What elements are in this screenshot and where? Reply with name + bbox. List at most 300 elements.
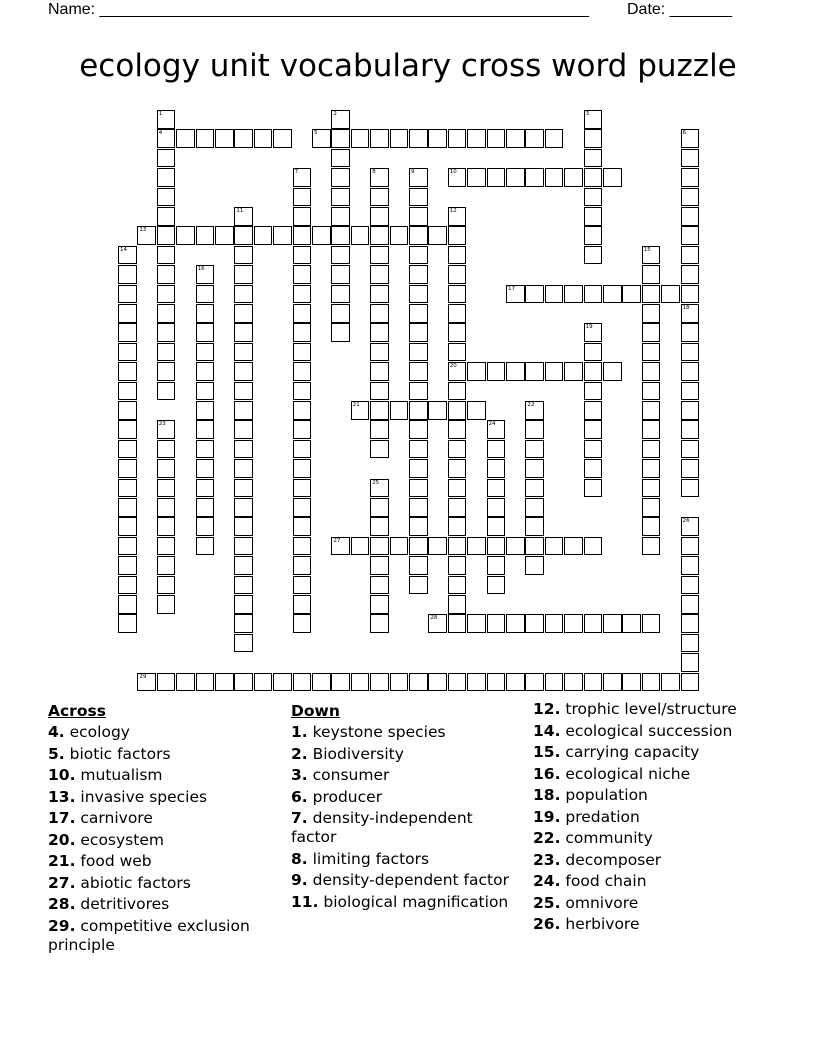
- grid-cell[interactable]: [448, 556, 467, 575]
- grid-cell[interactable]: [370, 576, 389, 595]
- grid-cell[interactable]: [157, 285, 176, 304]
- grid-cell[interactable]: [448, 382, 467, 401]
- grid-cell[interactable]: [545, 537, 564, 556]
- grid-cell[interactable]: [487, 517, 506, 536]
- grid-cell[interactable]: [681, 129, 700, 148]
- grid-cell[interactable]: [467, 129, 486, 148]
- grid-cell[interactable]: [681, 556, 700, 575]
- grid-cell[interactable]: [234, 440, 253, 459]
- grid-cell[interactable]: [584, 246, 603, 265]
- grid-cell[interactable]: [681, 634, 700, 653]
- grid-cell[interactable]: [428, 129, 447, 148]
- grid-cell[interactable]: [642, 343, 661, 362]
- grid-cell[interactable]: [157, 188, 176, 207]
- grid-cell[interactable]: [196, 265, 215, 284]
- grid-cell[interactable]: [273, 226, 292, 245]
- grid-cell[interactable]: [118, 401, 137, 420]
- grid-cell[interactable]: [525, 420, 544, 439]
- grid-cell[interactable]: [409, 673, 428, 692]
- grid-cell[interactable]: [370, 362, 389, 381]
- grid-cell[interactable]: [196, 673, 215, 692]
- grid-cell[interactable]: [331, 285, 350, 304]
- grid-cell[interactable]: [390, 226, 409, 245]
- grid-cell[interactable]: [487, 440, 506, 459]
- grid-cell[interactable]: [545, 168, 564, 187]
- grid-cell[interactable]: [196, 343, 215, 362]
- grid-cell[interactable]: [176, 129, 195, 148]
- grid-cell[interactable]: [215, 673, 234, 692]
- grid-cell[interactable]: [351, 673, 370, 692]
- grid-cell[interactable]: [467, 362, 486, 381]
- grid-cell[interactable]: [331, 246, 350, 265]
- grid-cell[interactable]: [448, 614, 467, 633]
- grid-cell[interactable]: [293, 226, 312, 245]
- grid-cell[interactable]: [390, 537, 409, 556]
- grid-cell[interactable]: [448, 401, 467, 420]
- grid-cell[interactable]: [370, 265, 389, 284]
- grid-cell[interactable]: [234, 304, 253, 323]
- grid-cell[interactable]: [254, 226, 273, 245]
- grid-cell[interactable]: [118, 576, 137, 595]
- grid-cell[interactable]: [584, 537, 603, 556]
- grid-cell[interactable]: [584, 673, 603, 692]
- grid-cell[interactable]: [254, 129, 273, 148]
- grid-cell[interactable]: [370, 479, 389, 498]
- grid-cell[interactable]: [681, 673, 700, 692]
- grid-cell[interactable]: [409, 459, 428, 478]
- grid-cell[interactable]: [157, 479, 176, 498]
- grid-cell[interactable]: [487, 129, 506, 148]
- grid-cell[interactable]: [642, 382, 661, 401]
- grid-cell[interactable]: [487, 556, 506, 575]
- grid-cell[interactable]: [448, 226, 467, 245]
- grid-cell[interactable]: [157, 265, 176, 284]
- grid-cell[interactable]: [234, 537, 253, 556]
- grid-cell[interactable]: [409, 517, 428, 536]
- grid-cell[interactable]: [428, 614, 447, 633]
- grid-cell[interactable]: [525, 440, 544, 459]
- grid-cell[interactable]: [409, 362, 428, 381]
- grid-cell[interactable]: [293, 382, 312, 401]
- grid-cell[interactable]: [157, 304, 176, 323]
- grid-cell[interactable]: [409, 265, 428, 284]
- grid-cell[interactable]: [157, 110, 176, 129]
- grid-cell[interactable]: [234, 265, 253, 284]
- grid-cell[interactable]: [370, 304, 389, 323]
- grid-cell[interactable]: [467, 537, 486, 556]
- grid-cell[interactable]: [487, 168, 506, 187]
- grid-cell[interactable]: [312, 129, 331, 148]
- grid-cell[interactable]: [331, 673, 350, 692]
- grid-cell[interactable]: [370, 129, 389, 148]
- grid-cell[interactable]: [293, 246, 312, 265]
- grid-cell[interactable]: [448, 595, 467, 614]
- grid-cell[interactable]: [467, 168, 486, 187]
- grid-cell[interactable]: [370, 673, 389, 692]
- grid-cell[interactable]: [448, 168, 467, 187]
- grid-cell[interactable]: [370, 537, 389, 556]
- grid-cell[interactable]: [157, 556, 176, 575]
- grid-cell[interactable]: [331, 110, 350, 129]
- grid-cell[interactable]: [293, 537, 312, 556]
- grid-cell[interactable]: [603, 673, 622, 692]
- grid-cell[interactable]: [331, 188, 350, 207]
- grid-cell[interactable]: [584, 285, 603, 304]
- grid-cell[interactable]: [157, 595, 176, 614]
- grid-cell[interactable]: [448, 207, 467, 226]
- grid-cell[interactable]: [487, 498, 506, 517]
- grid-cell[interactable]: [157, 440, 176, 459]
- grid-cell[interactable]: [681, 576, 700, 595]
- grid-cell[interactable]: [584, 362, 603, 381]
- grid-cell[interactable]: [525, 129, 544, 148]
- grid-cell[interactable]: [370, 285, 389, 304]
- grid-cell[interactable]: [273, 673, 292, 692]
- grid-cell[interactable]: [254, 673, 273, 692]
- grid-cell[interactable]: [331, 323, 350, 342]
- grid-cell[interactable]: [118, 420, 137, 439]
- grid-cell[interactable]: [564, 285, 583, 304]
- grid-cell[interactable]: [661, 673, 680, 692]
- grid-cell[interactable]: [681, 440, 700, 459]
- grid-cell[interactable]: [448, 246, 467, 265]
- grid-cell[interactable]: [681, 265, 700, 284]
- grid-cell[interactable]: [448, 362, 467, 381]
- grid-cell[interactable]: [390, 401, 409, 420]
- grid-cell[interactable]: [118, 517, 137, 536]
- grid-cell[interactable]: [196, 517, 215, 536]
- grid-cell[interactable]: [584, 382, 603, 401]
- grid-cell[interactable]: [584, 614, 603, 633]
- grid-cell[interactable]: [370, 246, 389, 265]
- grid-cell[interactable]: [118, 459, 137, 478]
- grid-cell[interactable]: [603, 614, 622, 633]
- grid-cell[interactable]: [234, 226, 253, 245]
- grid-cell[interactable]: [409, 226, 428, 245]
- grid-cell[interactable]: [545, 614, 564, 633]
- grid-cell[interactable]: [196, 285, 215, 304]
- grid-cell[interactable]: [506, 537, 525, 556]
- grid-cell[interactable]: [118, 595, 137, 614]
- grid-cell[interactable]: [293, 459, 312, 478]
- grid-cell[interactable]: [118, 246, 137, 265]
- grid-cell[interactable]: [118, 440, 137, 459]
- grid-cell[interactable]: [157, 517, 176, 536]
- grid-cell[interactable]: [506, 285, 525, 304]
- grid-cell[interactable]: [642, 246, 661, 265]
- grid-cell[interactable]: [157, 382, 176, 401]
- grid-cell[interactable]: [409, 168, 428, 187]
- grid-cell[interactable]: [409, 537, 428, 556]
- grid-cell[interactable]: [293, 323, 312, 342]
- grid-cell[interactable]: [157, 207, 176, 226]
- grid-cell[interactable]: [448, 498, 467, 517]
- grid-cell[interactable]: [506, 168, 525, 187]
- grid-cell[interactable]: [448, 479, 467, 498]
- grid-cell[interactable]: [448, 265, 467, 284]
- grid-cell[interactable]: [234, 459, 253, 478]
- grid-cell[interactable]: [157, 576, 176, 595]
- grid-cell[interactable]: [409, 285, 428, 304]
- grid-cell[interactable]: [293, 440, 312, 459]
- grid-cell[interactable]: [448, 285, 467, 304]
- grid-cell[interactable]: [118, 479, 137, 498]
- grid-cell[interactable]: [681, 168, 700, 187]
- grid-cell[interactable]: [525, 401, 544, 420]
- grid-cell[interactable]: [176, 226, 195, 245]
- grid-cell[interactable]: [234, 285, 253, 304]
- grid-cell[interactable]: [293, 168, 312, 187]
- grid-cell[interactable]: [661, 285, 680, 304]
- grid-cell[interactable]: [448, 304, 467, 323]
- grid-cell[interactable]: [196, 459, 215, 478]
- grid-cell[interactable]: [642, 459, 661, 478]
- grid-cell[interactable]: [293, 498, 312, 517]
- grid-cell[interactable]: [642, 362, 661, 381]
- grid-cell[interactable]: [681, 517, 700, 536]
- grid-cell[interactable]: [545, 362, 564, 381]
- grid-cell[interactable]: [293, 401, 312, 420]
- grid-cell[interactable]: [293, 479, 312, 498]
- grid-cell[interactable]: [118, 537, 137, 556]
- grid-cell[interactable]: [118, 323, 137, 342]
- grid-cell[interactable]: [681, 459, 700, 478]
- grid-cell[interactable]: [409, 576, 428, 595]
- grid-cell[interactable]: [564, 362, 583, 381]
- grid-cell[interactable]: [234, 207, 253, 226]
- grid-cell[interactable]: [331, 265, 350, 284]
- grid-cell[interactable]: [196, 479, 215, 498]
- grid-cell[interactable]: [234, 382, 253, 401]
- grid-cell[interactable]: [642, 401, 661, 420]
- grid-cell[interactable]: [525, 168, 544, 187]
- grid-cell[interactable]: [467, 673, 486, 692]
- grid-cell[interactable]: [312, 226, 331, 245]
- grid-cell[interactable]: [584, 401, 603, 420]
- grid-cell[interactable]: [448, 459, 467, 478]
- grid-cell[interactable]: [642, 265, 661, 284]
- grid-cell[interactable]: [118, 265, 137, 284]
- grid-cell[interactable]: [157, 459, 176, 478]
- grid-cell[interactable]: [273, 129, 292, 148]
- grid-cell[interactable]: [428, 537, 447, 556]
- grid-cell[interactable]: [331, 207, 350, 226]
- grid-cell[interactable]: [157, 343, 176, 362]
- grid-cell[interactable]: [293, 673, 312, 692]
- grid-cell[interactable]: [293, 265, 312, 284]
- grid-cell[interactable]: [409, 479, 428, 498]
- grid-cell[interactable]: [293, 595, 312, 614]
- grid-cell[interactable]: [196, 537, 215, 556]
- grid-cell[interactable]: [681, 285, 700, 304]
- grid-cell[interactable]: [331, 226, 350, 245]
- grid-cell[interactable]: [234, 479, 253, 498]
- grid-cell[interactable]: [681, 382, 700, 401]
- grid-cell[interactable]: [351, 129, 370, 148]
- grid-cell[interactable]: [487, 576, 506, 595]
- grid-cell[interactable]: [215, 129, 234, 148]
- grid-cell[interactable]: [157, 362, 176, 381]
- grid-cell[interactable]: [370, 440, 389, 459]
- grid-cell[interactable]: [506, 129, 525, 148]
- grid-cell[interactable]: [409, 304, 428, 323]
- grid-cell[interactable]: [137, 226, 156, 245]
- grid-cell[interactable]: [118, 382, 137, 401]
- grid-cell[interactable]: [448, 129, 467, 148]
- grid-cell[interactable]: [506, 673, 525, 692]
- grid-cell[interactable]: [681, 537, 700, 556]
- grid-cell[interactable]: [525, 479, 544, 498]
- grid-cell[interactable]: [370, 517, 389, 536]
- grid-cell[interactable]: [409, 498, 428, 517]
- grid-cell[interactable]: [370, 595, 389, 614]
- grid-cell[interactable]: [584, 129, 603, 148]
- grid-cell[interactable]: [118, 304, 137, 323]
- grid-cell[interactable]: [448, 517, 467, 536]
- grid-cell[interactable]: [370, 498, 389, 517]
- grid-cell[interactable]: [584, 207, 603, 226]
- grid-cell[interactable]: [545, 285, 564, 304]
- grid-cell[interactable]: [293, 576, 312, 595]
- grid-cell[interactable]: [681, 246, 700, 265]
- grid-cell[interactable]: [196, 129, 215, 148]
- grid-cell[interactable]: [525, 498, 544, 517]
- grid-cell[interactable]: [215, 226, 234, 245]
- grid-cell[interactable]: [234, 323, 253, 342]
- grid-cell[interactable]: [234, 129, 253, 148]
- grid-cell[interactable]: [622, 614, 641, 633]
- grid-cell[interactable]: [584, 188, 603, 207]
- grid-cell[interactable]: [370, 168, 389, 187]
- grid-cell[interactable]: [525, 285, 544, 304]
- grid-cell[interactable]: [157, 129, 176, 148]
- grid-cell[interactable]: [234, 595, 253, 614]
- grid-cell[interactable]: [642, 673, 661, 692]
- grid-cell[interactable]: [293, 420, 312, 439]
- grid-cell[interactable]: [642, 323, 661, 342]
- grid-cell[interactable]: [157, 673, 176, 692]
- grid-cell[interactable]: [448, 673, 467, 692]
- grid-cell[interactable]: [157, 323, 176, 342]
- grid-cell[interactable]: [234, 614, 253, 633]
- grid-cell[interactable]: [428, 226, 447, 245]
- grid-cell[interactable]: [293, 207, 312, 226]
- grid-cell[interactable]: [196, 323, 215, 342]
- grid-cell[interactable]: [467, 401, 486, 420]
- grid-cell[interactable]: [234, 576, 253, 595]
- grid-cell[interactable]: [293, 304, 312, 323]
- grid-cell[interactable]: [681, 304, 700, 323]
- grid-cell[interactable]: [370, 323, 389, 342]
- grid-cell[interactable]: [118, 285, 137, 304]
- grid-cell[interactable]: [196, 440, 215, 459]
- grid-cell[interactable]: [428, 401, 447, 420]
- grid-cell[interactable]: [506, 362, 525, 381]
- grid-cell[interactable]: [525, 537, 544, 556]
- grid-cell[interactable]: [293, 188, 312, 207]
- grid-cell[interactable]: [331, 149, 350, 168]
- grid-cell[interactable]: [157, 537, 176, 556]
- grid-cell[interactable]: [370, 343, 389, 362]
- grid-cell[interactable]: [351, 537, 370, 556]
- grid-cell[interactable]: [118, 498, 137, 517]
- grid-cell[interactable]: [234, 517, 253, 536]
- grid-cell[interactable]: [642, 440, 661, 459]
- grid-cell[interactable]: [409, 556, 428, 575]
- grid-cell[interactable]: [293, 614, 312, 633]
- grid-cell[interactable]: [584, 479, 603, 498]
- grid-cell[interactable]: [584, 110, 603, 129]
- grid-cell[interactable]: [564, 168, 583, 187]
- grid-cell[interactable]: [642, 517, 661, 536]
- grid-cell[interactable]: [448, 343, 467, 362]
- grid-cell[interactable]: [487, 362, 506, 381]
- grid-cell[interactable]: [564, 673, 583, 692]
- grid-cell[interactable]: [196, 420, 215, 439]
- grid-cell[interactable]: [331, 304, 350, 323]
- grid-cell[interactable]: [584, 168, 603, 187]
- grid-cell[interactable]: [157, 226, 176, 245]
- grid-cell[interactable]: [487, 673, 506, 692]
- grid-cell[interactable]: [564, 537, 583, 556]
- grid-cell[interactable]: [196, 362, 215, 381]
- grid-cell[interactable]: [118, 614, 137, 633]
- grid-cell[interactable]: [681, 420, 700, 439]
- grid-cell[interactable]: [642, 498, 661, 517]
- grid-cell[interactable]: [370, 207, 389, 226]
- grid-cell[interactable]: [196, 382, 215, 401]
- grid-cell[interactable]: [467, 614, 486, 633]
- grid-cell[interactable]: [448, 323, 467, 342]
- grid-cell[interactable]: [157, 168, 176, 187]
- grid-cell[interactable]: [525, 673, 544, 692]
- grid-cell[interactable]: [409, 246, 428, 265]
- grid-cell[interactable]: [234, 362, 253, 381]
- grid-cell[interactable]: [118, 343, 137, 362]
- grid-cell[interactable]: [681, 188, 700, 207]
- grid-cell[interactable]: [584, 420, 603, 439]
- grid-cell[interactable]: [681, 343, 700, 362]
- grid-cell[interactable]: [487, 537, 506, 556]
- grid-cell[interactable]: [157, 246, 176, 265]
- grid-cell[interactable]: [390, 673, 409, 692]
- grid-cell[interactable]: [118, 362, 137, 381]
- grid-cell[interactable]: [681, 149, 700, 168]
- grid-cell[interactable]: [157, 420, 176, 439]
- grid-cell[interactable]: [409, 323, 428, 342]
- grid-cell[interactable]: [234, 401, 253, 420]
- grid-cell[interactable]: [642, 614, 661, 633]
- grid-cell[interactable]: [681, 614, 700, 633]
- grid-cell[interactable]: [642, 420, 661, 439]
- grid-cell[interactable]: [293, 343, 312, 362]
- grid-cell[interactable]: [409, 207, 428, 226]
- grid-cell[interactable]: [584, 343, 603, 362]
- grid-cell[interactable]: [409, 401, 428, 420]
- grid-cell[interactable]: [234, 343, 253, 362]
- grid-cell[interactable]: [681, 479, 700, 498]
- grid-cell[interactable]: [642, 304, 661, 323]
- grid-cell[interactable]: [584, 440, 603, 459]
- grid-cell[interactable]: [584, 149, 603, 168]
- grid-cell[interactable]: [370, 401, 389, 420]
- grid-cell[interactable]: [370, 382, 389, 401]
- grid-cell[interactable]: [448, 537, 467, 556]
- grid-cell[interactable]: [293, 556, 312, 575]
- grid-cell[interactable]: [428, 673, 447, 692]
- grid-cell[interactable]: [409, 129, 428, 148]
- grid-cell[interactable]: [312, 673, 331, 692]
